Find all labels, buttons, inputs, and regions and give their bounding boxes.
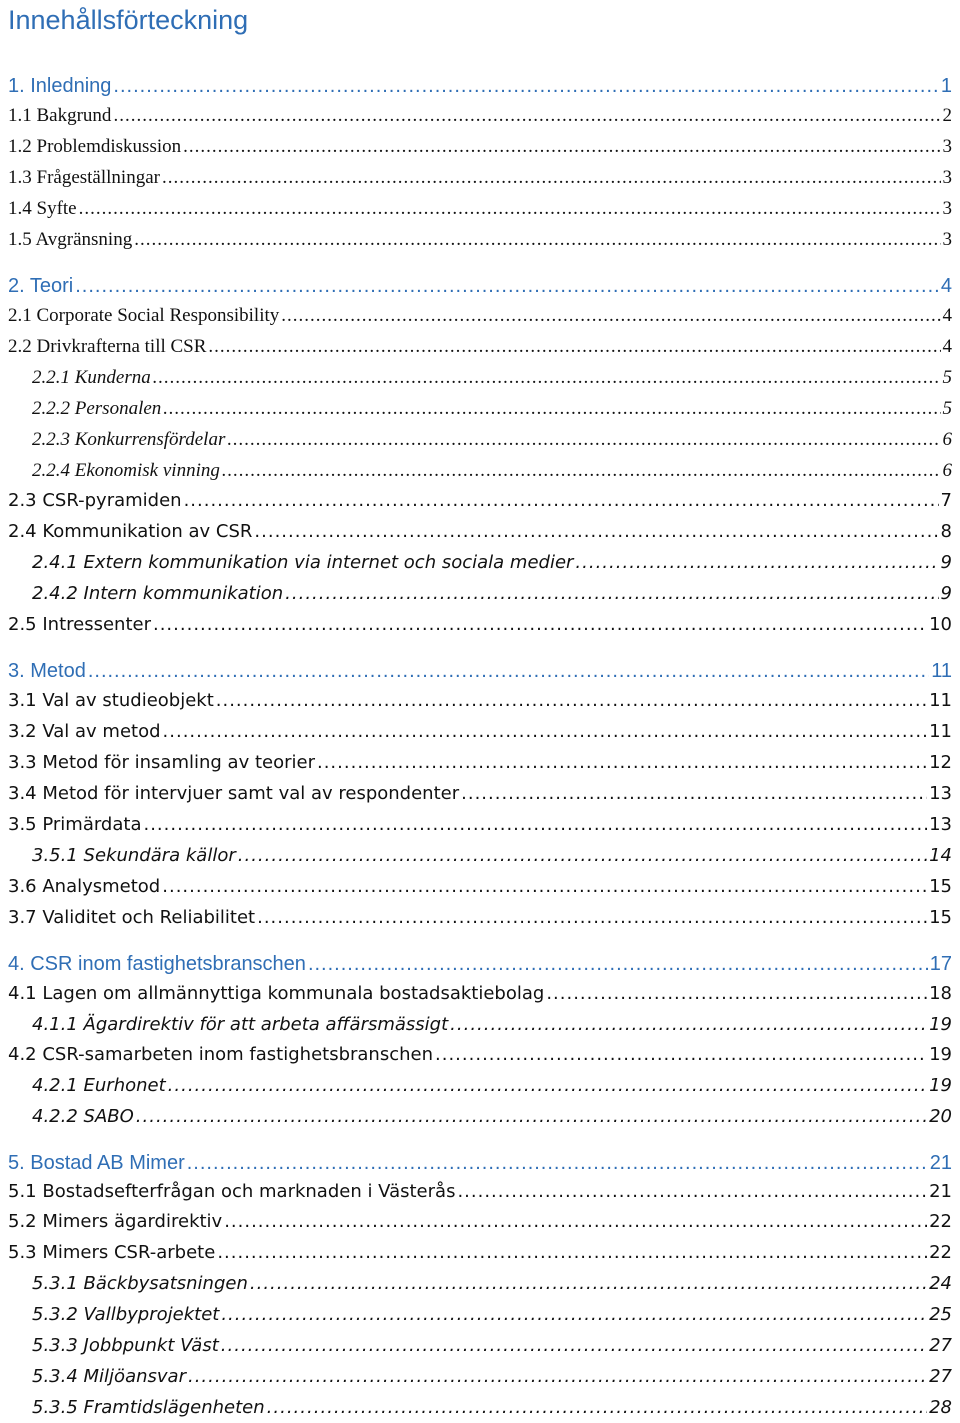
toc-subsection-entry[interactable] (32, 841, 952, 871)
toc-page-number: 27 (929, 1366, 952, 1387)
toc-page-number: 9 (940, 583, 952, 604)
toc-entry-label: 1. Inledning (8, 75, 112, 97)
toc-section-entry[interactable] (8, 301, 952, 331)
dot-leader (254, 517, 938, 547)
toc-entry-label: 2.4 Kommunikation av CSR (8, 521, 253, 542)
toc-chapter-entry[interactable] (8, 949, 952, 979)
toc-page-number: 19 (929, 1075, 952, 1096)
toc-subsection-entry[interactable] (32, 394, 952, 424)
dot-leader (162, 163, 941, 193)
toc-subsection-entry[interactable] (32, 456, 952, 486)
toc-section-entry[interactable] (8, 517, 952, 547)
toc-section-entry[interactable] (8, 748, 952, 778)
dot-leader (450, 1010, 927, 1040)
toc-entry-label: 5.3.1 Bäckbysatsningen (32, 1273, 248, 1294)
dot-leader (184, 486, 939, 516)
toc-page-number: 15 (929, 876, 952, 897)
toc-page-number: 19 (929, 1014, 952, 1035)
toc-entry-label: 3.5 Primärdata (8, 814, 142, 835)
toc-section-entry[interactable] (8, 872, 952, 902)
toc-section-entry[interactable] (8, 686, 952, 716)
dot-leader (75, 271, 939, 301)
toc-entry-label: 1.4 Syfte (8, 198, 77, 219)
dot-leader (153, 363, 941, 393)
page-title: Innehållsförteckning (8, 5, 249, 35)
dot-leader (208, 332, 940, 362)
toc-page-number: 6 (942, 460, 952, 481)
dot-leader (136, 1102, 927, 1132)
toc-chapter-entry[interactable] (8, 656, 952, 686)
toc-entry-label: 5.3 Mimers CSR-arbete (8, 1242, 216, 1263)
dot-leader (134, 225, 940, 255)
toc-page-number: 12 (929, 752, 952, 773)
toc-entry-label: 2.5 Intressenter (8, 614, 151, 635)
toc-page-number: 13 (929, 783, 952, 804)
toc-page-number: 3 (942, 167, 952, 188)
toc-entry-label: 2.4.2 Intern kommunikation (32, 583, 284, 604)
toc-subsection-entry[interactable] (32, 363, 952, 393)
toc-page-number: 19 (929, 1044, 952, 1065)
toc-page-number: 28 (929, 1397, 952, 1418)
toc-entry-label: 3.2 Val av metod (8, 721, 161, 742)
dot-leader (162, 872, 927, 902)
toc-entry-label: 4.1.1 Ägardirektiv för att arbeta affärsmässigt (32, 1014, 449, 1035)
toc-page-number: 3 (942, 229, 952, 250)
toc-page-number: 2 (942, 105, 952, 126)
dot-leader (113, 101, 940, 131)
dot-leader (153, 610, 927, 640)
toc-section-entry[interactable] (8, 903, 952, 933)
toc-page-number: 8 (940, 521, 952, 542)
toc-page-number: 18 (929, 983, 952, 1004)
dot-leader (79, 194, 941, 224)
toc-page-number: 4 (940, 275, 952, 297)
toc-entry-label: 3.6 Analysmetod (8, 876, 161, 897)
toc-section-entry[interactable] (8, 225, 952, 255)
toc-page-number: 27 (929, 1335, 952, 1356)
toc-chapter-entry[interactable] (8, 71, 952, 101)
toc-section-entry[interactable] (8, 779, 952, 809)
dot-leader (461, 779, 927, 809)
toc-entry-label: 4. CSR inom fastighetsbranschen (8, 953, 306, 975)
toc-section-entry[interactable] (8, 610, 952, 640)
toc-page-number: 3 (942, 136, 952, 157)
dot-leader (113, 71, 938, 101)
toc-page-number: 13 (929, 814, 952, 835)
dot-leader (221, 1331, 927, 1361)
toc-entry-label: 5. Bostad AB Mimer (8, 1152, 185, 1174)
toc-page-number: 5 (942, 367, 952, 388)
toc-entry-label: 2.2 Drivkrafterna till CSR (8, 336, 207, 357)
dot-leader (222, 456, 941, 486)
toc-page-number: 4 (942, 336, 952, 357)
dot-leader (257, 903, 927, 933)
toc-subsection-entry[interactable] (32, 1102, 952, 1132)
dot-leader (281, 301, 940, 331)
toc-page-number: 17 (929, 953, 952, 975)
dot-leader (546, 979, 927, 1009)
dot-leader (238, 841, 927, 871)
toc-page-number: 11 (931, 660, 952, 682)
dot-leader (187, 1148, 928, 1178)
toc-entry-label: 2.1 Corporate Social Responsibility (8, 305, 280, 326)
dot-leader (317, 748, 927, 778)
toc-page-number: 7 (940, 490, 952, 511)
dot-leader (88, 656, 929, 686)
toc-page-number: 25 (929, 1304, 952, 1325)
dot-leader (575, 548, 938, 578)
toc-entry-label: 3.7 Validitet och Reliabilitet (8, 907, 256, 928)
toc-entry-label: 2.2.2 Personalen (32, 398, 162, 419)
toc-entry-label: 3. Metod (8, 660, 86, 682)
dot-leader (216, 686, 927, 716)
toc-page-number: 11 (929, 721, 952, 742)
toc-entry-label: 2.2.4 Ekonomisk vinning (32, 460, 220, 481)
toc-entry-label: 5.3.5 Framtidslägenheten (32, 1397, 265, 1418)
toc-subsection-entry[interactable] (32, 1300, 952, 1330)
toc-page-number: 21 (929, 1152, 952, 1174)
toc-entry-label: 3.1 Val av studieobjekt (8, 690, 214, 711)
toc-page-number: 21 (929, 1181, 952, 1202)
dot-leader (168, 1071, 927, 1101)
dot-leader (308, 949, 928, 979)
toc-page-number: 1 (940, 75, 952, 97)
dot-leader (183, 132, 940, 162)
toc-page-number: 22 (929, 1242, 952, 1263)
dot-leader (250, 1269, 927, 1299)
toc-section-entry[interactable] (8, 717, 952, 747)
toc-section-entry[interactable] (8, 486, 952, 516)
toc-subsection-entry[interactable] (32, 1071, 952, 1101)
toc-subsection-entry[interactable] (32, 1010, 952, 1040)
toc-entry-label: 2. Teori (8, 275, 74, 297)
toc-entry-label: 2.3 CSR-pyramiden (8, 490, 182, 511)
toc-subsection-entry[interactable] (32, 425, 952, 455)
toc-entry-label: 5.2 Mimers ägardirektiv (8, 1211, 223, 1232)
toc-subsection-entry[interactable] (32, 579, 952, 609)
toc-entry-label: 4.2.2 SABO (32, 1106, 134, 1127)
toc-entry-label: 2.4.1 Extern kommunikation via internet och sociala medier (32, 552, 574, 573)
toc-page-number: 5 (942, 398, 952, 419)
toc-page-number: 22 (929, 1211, 952, 1232)
toc-section-entry[interactable] (8, 332, 952, 362)
toc-subsection-entry[interactable] (32, 1331, 952, 1361)
toc-section-entry[interactable] (8, 810, 952, 840)
toc-section-entry[interactable] (8, 194, 952, 224)
toc-subsection-entry[interactable] (32, 548, 952, 578)
toc-section-entry[interactable] (8, 101, 952, 131)
toc-subsection-entry[interactable] (32, 1393, 952, 1423)
toc-page-number: 11 (929, 690, 952, 711)
toc-section-entry[interactable] (8, 979, 952, 1009)
toc-section-entry[interactable] (8, 1238, 952, 1268)
toc-page-number: 10 (929, 614, 952, 635)
toc-section-entry[interactable] (8, 1040, 952, 1070)
toc-page-number: 4 (942, 305, 952, 326)
toc-entry-label: 5.1 Bostadsefterfrågan och marknaden i Västerås (8, 1181, 456, 1202)
toc-page-number: 14 (929, 845, 952, 866)
dot-leader (163, 717, 928, 747)
toc-page-number: 20 (929, 1106, 952, 1127)
toc-section-entry[interactable] (8, 1207, 952, 1237)
toc-entry-label: 2.2.3 Konkurrensfördelar (32, 429, 226, 450)
toc-entry-label: 2.2.1 Kunderna (32, 367, 151, 388)
toc-page-number: 9 (940, 552, 952, 573)
toc-section-entry[interactable] (8, 163, 952, 193)
toc-page-number: 3 (942, 198, 952, 219)
dot-leader (163, 394, 940, 424)
dot-leader (224, 1207, 927, 1237)
dot-leader (267, 1393, 927, 1423)
toc-section-entry[interactable] (8, 1177, 952, 1207)
toc-entry-label: 4.1 Lagen om allmännyttiga kommunala bostadsaktiebolag (8, 983, 545, 1004)
toc-page-number: 6 (942, 429, 952, 450)
toc-entry-label: 4.2 CSR-samarbeten inom fastighetsbranschen (8, 1044, 434, 1065)
dot-leader (221, 1300, 927, 1330)
toc-entry-label: 3.5.1 Sekundära källor (32, 845, 236, 866)
toc-page-number: 24 (929, 1273, 952, 1294)
toc-entry-label: 1.5 Avgränsning (8, 229, 133, 250)
toc-section-entry[interactable] (8, 132, 952, 162)
toc-page-number: 15 (929, 907, 952, 928)
toc-entry-label: 5.3.3 Jobbpunkt Väst (32, 1335, 219, 1356)
dot-leader (143, 810, 927, 840)
toc-subsection-entry[interactable] (32, 1269, 952, 1299)
dot-leader (435, 1040, 927, 1070)
dot-leader (285, 579, 938, 609)
toc-entry-label: 1.3 Frågeställningar (8, 167, 160, 188)
dot-leader (457, 1177, 927, 1207)
toc-entry-label: 4.2.1 Eurhonet (32, 1075, 166, 1096)
toc-entry-label: 5.3.2 Vallbyprojektet (32, 1304, 220, 1325)
dot-leader (227, 425, 940, 455)
toc-subsection-entry[interactable] (32, 1362, 952, 1392)
toc-entry-label: 3.3 Metod för insamling av teorier (8, 752, 315, 773)
dot-leader (217, 1238, 927, 1268)
toc-entry-label: 3.4 Metod för intervjuer samt val av respondenter (8, 783, 460, 804)
toc-chapter-entry[interactable] (8, 271, 952, 301)
toc-entry-label: 5.3.4 Miljöansvar (32, 1366, 186, 1387)
dot-leader (188, 1362, 927, 1392)
toc-entry-label: 1.2 Problemdiskussion (8, 136, 182, 157)
toc-entry-label: 1.1 Bakgrund (8, 105, 112, 126)
toc-chapter-entry[interactable] (8, 1148, 952, 1178)
